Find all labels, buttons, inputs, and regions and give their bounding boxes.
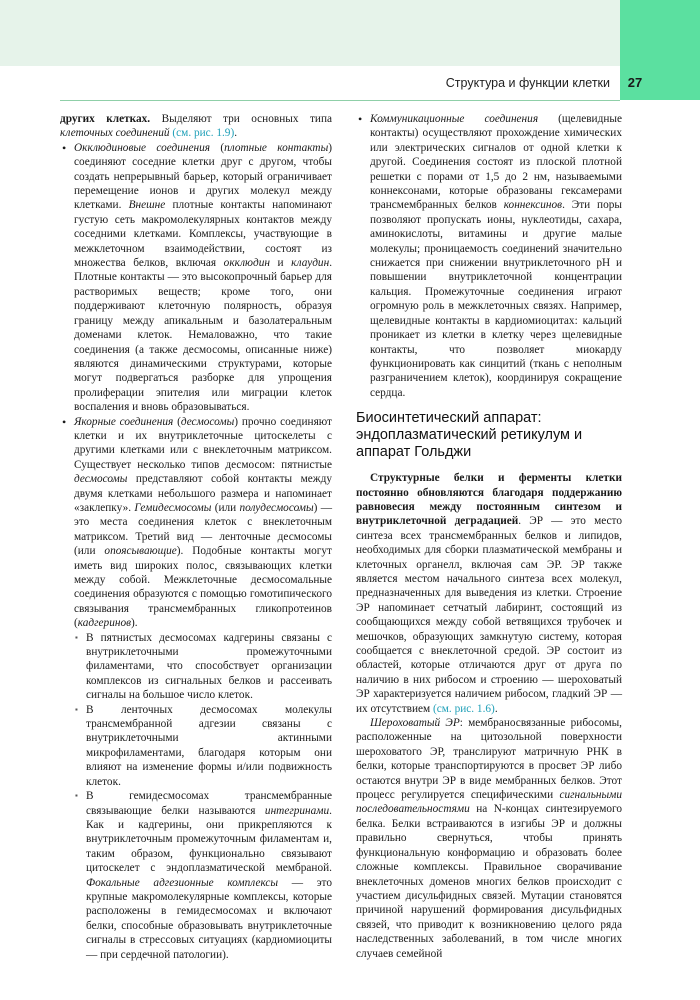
list-item-occluding: [74, 141, 332, 415]
text: ) соединяют соседние клетки друг с другом, чтобы создать непрерывный барьер, который ограничивает перемещение ионов и других молекул между клетками.: [74, 141, 333, 212]
term-occludin: окклюдин: [223, 257, 270, 270]
figure-ref-1-6[interactable]: (см. рис. 1.6): [433, 702, 495, 715]
text: ).: [131, 617, 138, 630]
sublist-item-spotted: ▪ В пятнистых десмосомах кадгерины связаны с внутриклеточными промежуточными филаментами, что способствует организации комплексов из сигнальных белков и рассеивать сигналы на большое число клеток.: [86, 631, 332, 703]
term-focal-adhesion: Фокальные адгезионные комплексы: [86, 876, 279, 889]
term-desmosomes: десмосомы: [180, 415, 235, 428]
term-communicating: Коммуникационные соединения: [370, 113, 539, 125]
list-item-communicating: [370, 112, 622, 400]
text: (: [209, 141, 225, 154]
sublist-item-belt: ▪ В ленточных десмосомах молекулы трансмембранной адгезии связаны с внутриклеточными актинными микрофиламентами, благодаря которым они влияют на изменение формы и/или подвижность клеток.: [86, 703, 332, 789]
term-occluding: Окклюдиновые соединения: [74, 141, 210, 154]
text: . Эти поры позволяют пропускать ионы, нуклеотиды, сахара, аминокислоты, витамины и другие малые молекулы; проницаемость соединений значительно снижается при снижении внутриклеточного pH и повышении внутриклеточной концентрации кальция. Промежуточные соединения играют огромную роль в межклеточных связях. Например, щелевидные контакты в кардиомиоцитах: кальций проникает из клетки в клетку через щелевидные контакты, что позволяет миокарду функционировать как синцитий (ткань с неполным разграничением клеток), координируя сокращение сердца.: [370, 199, 622, 399]
list-item-anchoring: [74, 415, 332, 962]
er-paragraph-2: [356, 716, 622, 961]
term-rough-er: Шероховатый ЭР: [370, 717, 460, 730]
text: В гемидесмосомах трансмембранные связывающие белки называются: [86, 790, 332, 817]
text: . ЭР — это место синтеза всех трансмембранных белков и липидов, необходимых для сборки плазматической мембраны и клеточных органелл, включая сам ЭР. ЭР также является местом начального синтеза всех молекул, предназначенных для выведения из клетки. Строение ЭР напоминает сетчатый лабиринт, состоящий из сообщающихся между собой ветвящихся трубочек и мешочков, образующих замкнутую систему, которая сообщается с внеклеточной средой. ЭР состоит из областей, которые отличаются друг от друга по наличию в них рибосом и строению — шероховатый ЭР характеризуется наличием рибосом, гладкий ЭР — их отсутствием: [356, 515, 622, 715]
left-column: [60, 112, 332, 962]
term-cadherins: кадгеринов: [77, 617, 132, 630]
sublist-item-hemi: [86, 789, 332, 962]
text: ) — это места соединения клеток с внеклеточным матриксом. Третий вид — ленточные десмосомы (или: [74, 501, 332, 558]
text: . Плотные контакты — это высокопрочный барьер для растворимых веществ; кроме того, они поддерживают клеточную полярность, образуя границу между апикальным и базолатеральным доменами клеток. Немаловажно, что такие соединения (а также десмосомы, описанные ниже) являются динамическими структурами, которые могут подвергаться разборке для упрощения пролиферации эпителия или миграции клеток воспаления и вновь образовываться.: [74, 257, 333, 414]
term-hemidesmosomes: Гемидесмосомы: [134, 501, 212, 514]
text: ). Подобные контакты могут иметь вид широких полос, связывающих клетки между собой. Межклеточные десмосомальные соединения образуются с помощью гомотипического связывания трансмембранных гликопротеинов (: [74, 545, 332, 630]
term-claudin: клаудин: [291, 257, 330, 270]
page-number: 27: [627, 75, 643, 90]
intro-period: .: [234, 127, 238, 140]
intro-paragraph: [60, 112, 332, 141]
right-column: [356, 112, 622, 961]
section-heading: Биосинтетический аппарат: эндоплазматический ретикулум и аппарат Гольджи: [356, 410, 583, 461]
lead-bold: Структурные белки и ферменты клетки постоянно обновляются благодаря поддержанию равновесия между постоянным синтезом и внутриклеточной деградацией: [356, 472, 622, 528]
running-title: Структура и функции клетки: [445, 76, 610, 90]
text: представляют собой контакты между двумя клетками небольшого размера и напоминает «заклепку».: [74, 473, 332, 514]
junction-types-list-cont: [356, 112, 622, 400]
text: ) прочно соединяют клетки и их внутриклеточные цитоскелеты с другими клетками или с внеклеточным матриксом. Существует несколько типов десмосом: пятнистые: [74, 415, 332, 471]
text: — это крупные макромолекулярные комплексы, которые расположены в гемидесмосомах и включают белки, способные образовывать внутриклеточные сигналы в стрессовых ситуациях (кардиомиоциты — при сердечной патологии).: [86, 876, 332, 961]
header-divider: [60, 100, 620, 101]
term-external: Внешне: [128, 199, 166, 212]
figure-ref-1-9[interactable]: (см. рис. 1.9): [172, 127, 235, 140]
text: на N-концах синтезируемого белка. Белки встраиваются в изгибы ЭР и должны правильно свернуться, чтобы принять функциональную конформацию и образовать более сложные комплексы. Правильное сворачивание внеклеточных доменов многих белков происходит с участием дисульфидных связей. Мутации становятся причиной нарушений формирования дисульфидных связей, что приводит к возникновению целого ряда наследственных заболеваний, в том числе многих случаев семейной: [356, 803, 622, 960]
header-band: [0, 0, 620, 66]
term-connexins: коннексинов: [503, 199, 563, 212]
term-anchoring: Якорные соединения: [74, 415, 174, 428]
text: и: [269, 257, 292, 270]
desmosome-sublist: [74, 631, 332, 962]
intro-text: Выделяют три основных типа: [150, 113, 332, 125]
text: (щелевидные контакты) осуществляют прохождение химических или электрических сигналов от одной клетки к другой. Соединения состоят из плоской плотной решетки с порами от 1,5 до 2 нм, называемыми коннексонами, которые образованы гексамерами трансмембранных белков: [370, 113, 623, 212]
term-tight-junctions: плотные контакты: [224, 141, 329, 154]
text: (: [173, 415, 181, 428]
junction-types-list: [60, 141, 332, 962]
term-desmosomes-2: десмосомы: [74, 473, 128, 486]
term-integrins: интегринами: [264, 804, 330, 817]
term-signal-sequences: сигнальными последовательностями: [356, 789, 622, 816]
text: .: [494, 702, 498, 715]
er-paragraph-1: [356, 471, 622, 716]
text: (или: [211, 501, 240, 514]
intro-term: клеточных соединений: [60, 127, 170, 140]
intro-bold: других клетках.: [60, 113, 151, 125]
term-belt: опоясывающие: [104, 545, 177, 558]
text: . Как и кадгерины, они прикрепляются к внутриклеточным промежуточным филаментам и, таким образом, функционально связывают цитоскелет с эндоплазматической мембраной.: [86, 804, 332, 875]
text: : мембраносвязанные рибосомы, расположенные на цитозольной поверхности шероховатого ЭР, транслируют матричную РНК в белки, которые транспортируются в просвет ЭР либо остаются внутри ЭР в виде мембранных белков. Этот процесс регулируется специфическими: [356, 717, 623, 802]
text: плотные контакты напоминают густую сеть макромолекулярных контактов между соседними клетками. Комплексы, участвующие в межклеточном взаимодействии, состоят из множества белков, включая: [74, 199, 332, 270]
term-semidesmosomes: полудесмосомы: [239, 501, 314, 514]
